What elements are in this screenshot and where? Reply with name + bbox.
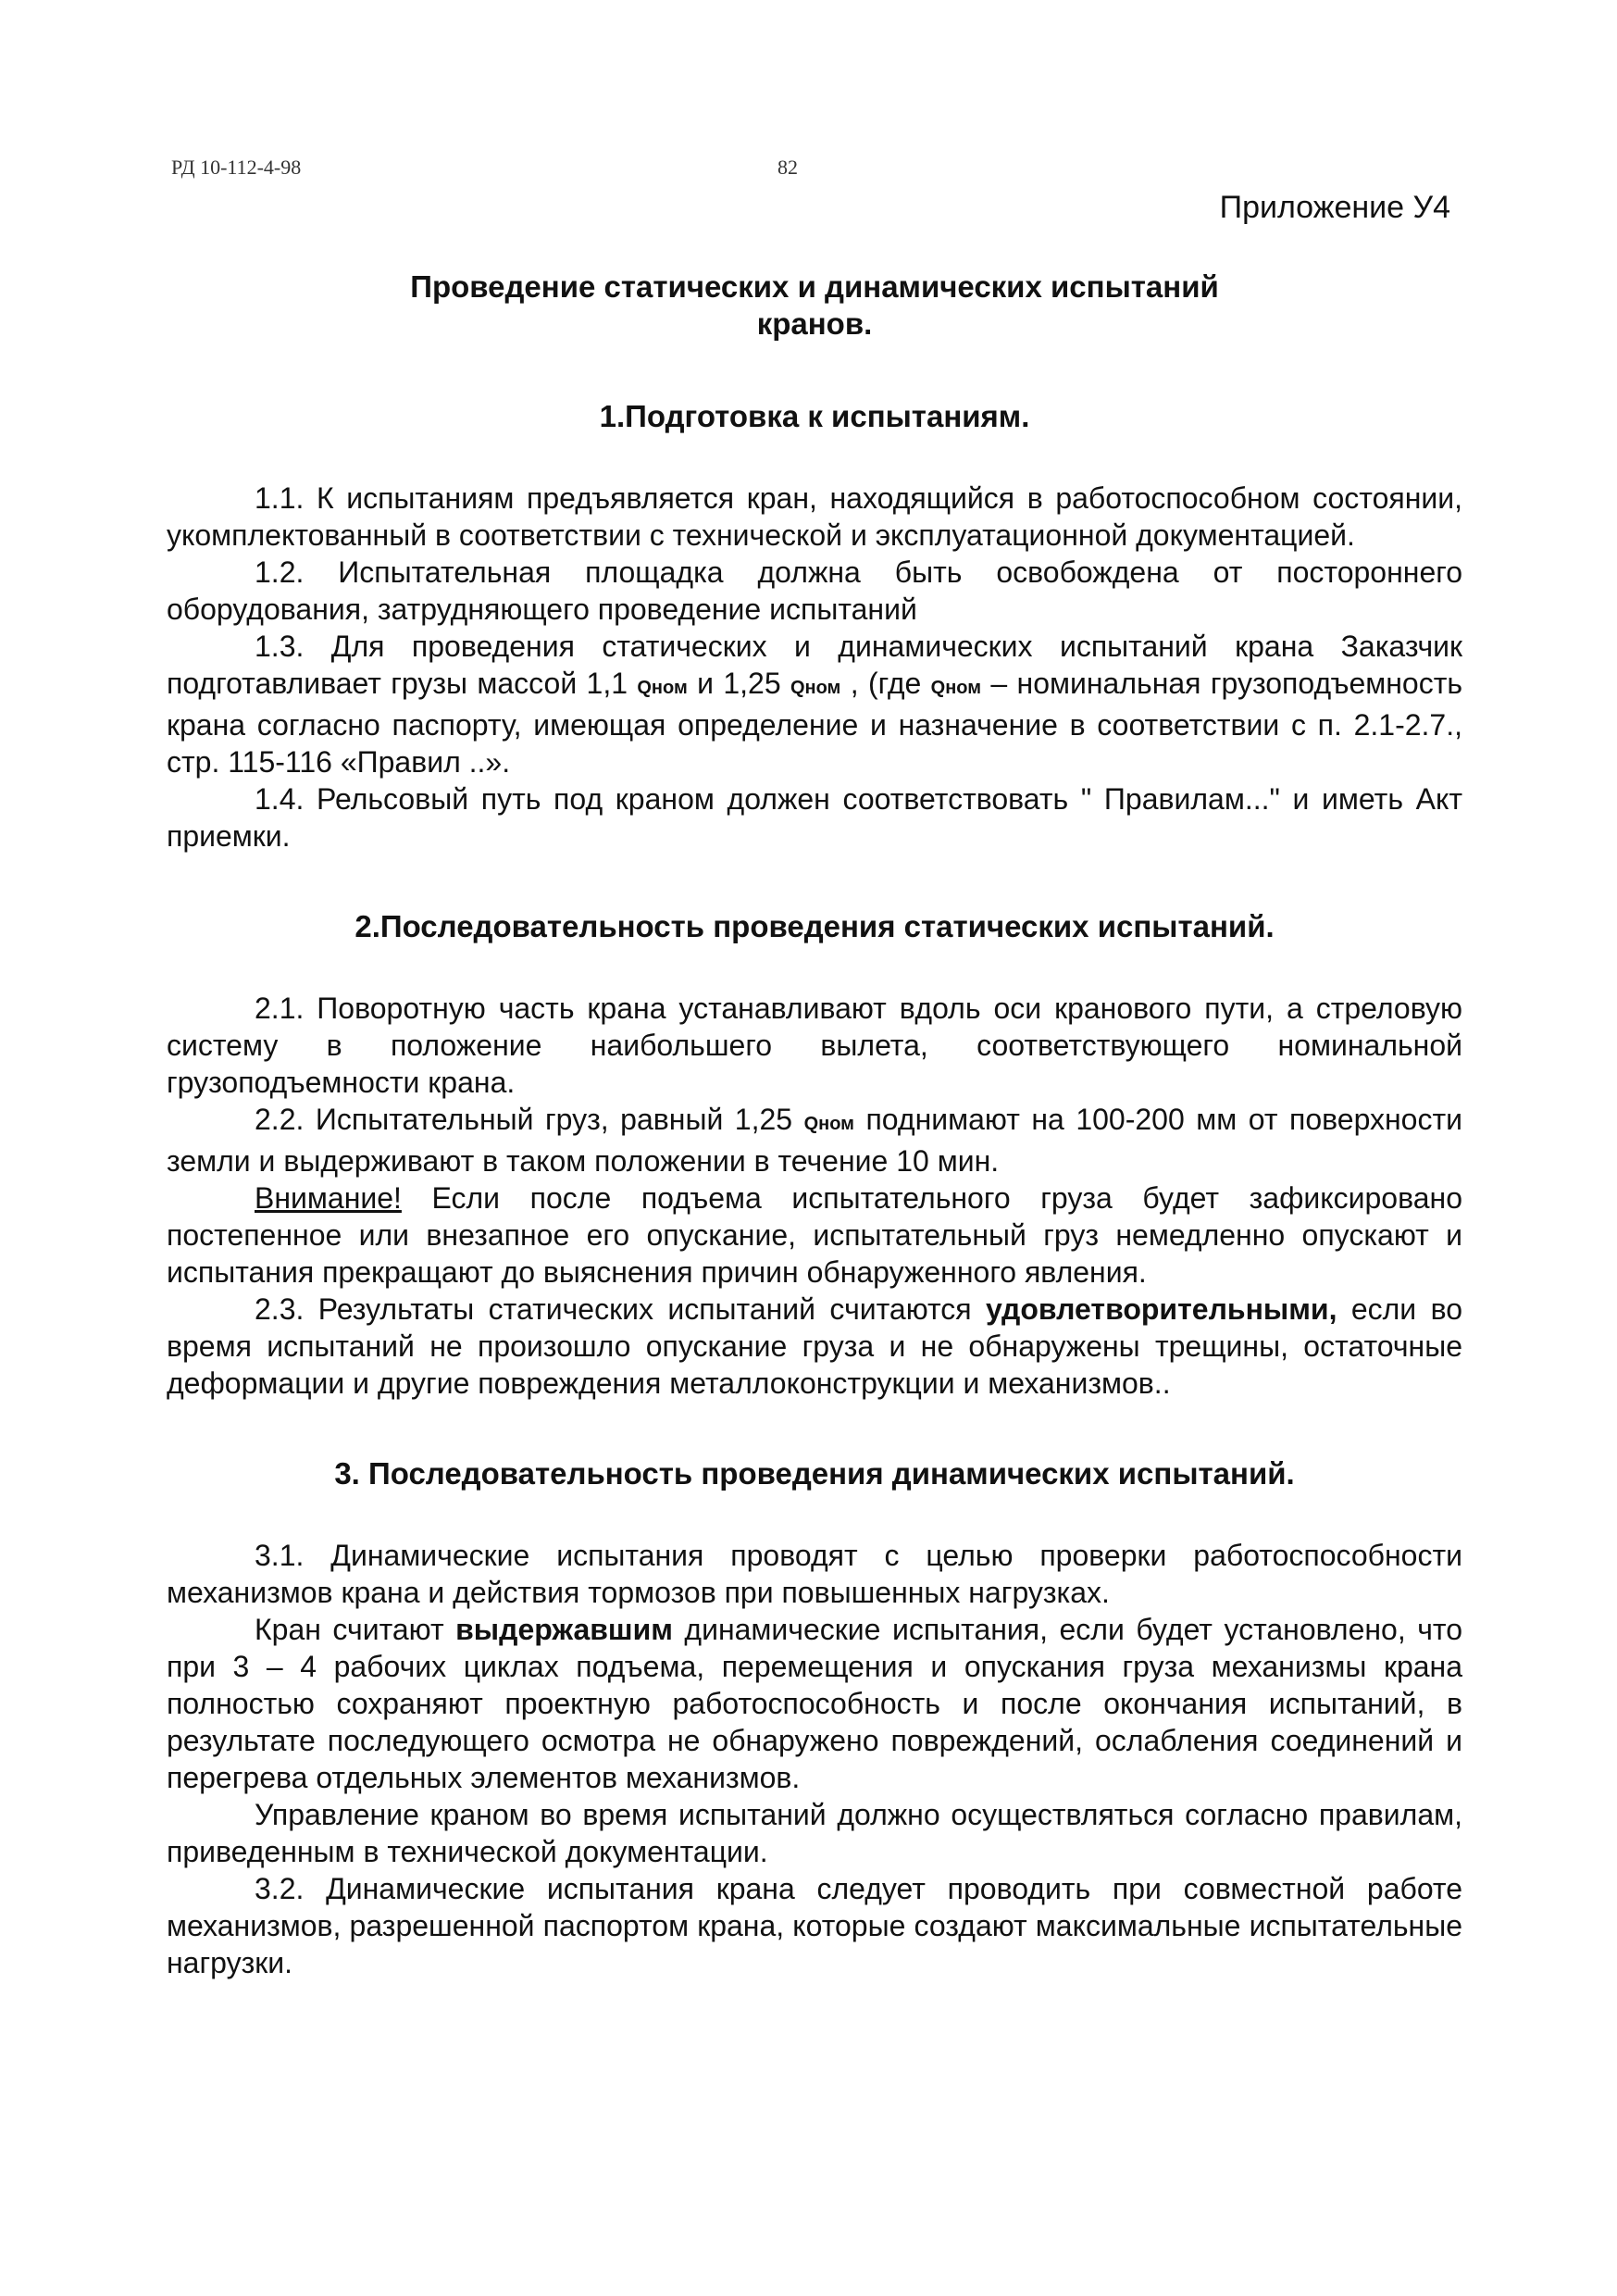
section-3-heading: 3. Последовательность проведения динамических испытаний. [334, 1456, 1295, 1491]
satisfactory-emphasis: удовлетворительными, [986, 1292, 1337, 1326]
paragraph-3-1-criteria-text-b: динамические испытания, если будет установлено, что при 3 – 4 рабочих циклах подъема, перемещения и опускания груза механизмы крана полностью сохраняют проектную работоспособность и после окончания испытаний, в результате последующего осмотра не обнаружено повреждений, ослабления соединений и перегрева отдельных элементов механизмов. [167, 1613, 1462, 1794]
paragraph-1-3-text-d: – номинальная грузоподъемность крана согласно паспорту, имеющая определение и назначение в соответствии с п. 2.1-2.7., стр. 115-116 «Правил ..». [167, 667, 1463, 779]
paragraph-1-2: 1.2. Испытательная площадка должна быть освобождена от постороннего оборудования, затрудняющего проведение испытаний [167, 555, 1462, 626]
paragraph-3-2: 3.2. Динамические испытания крана следует проводить при совместной работе механизмов, разрешенной паспортом крана, которые создают максимальные испытательные нагрузки. [167, 1872, 1462, 1979]
passed-emphasis: выдержавшим [455, 1613, 673, 1646]
document-title-line-2: кранов. [756, 306, 873, 341]
section-2-heading: 2.Последовательность проведения статических испытаний. [354, 909, 1275, 943]
paragraph-3-1: 3.1. Динамические испытания проводят с целью проверки работоспособности механизмов крана и действия тормозов при повышенных нагрузках. [167, 1539, 1462, 1609]
paragraph-1-3-text-b: и 1,25 [687, 667, 790, 700]
attention-label: Внимание! [255, 1181, 402, 1215]
paragraph-2-2-text-a: 2.2. Испытательный груз, равный 1,25 [255, 1103, 804, 1136]
paragraph-2-3 [167, 1291, 1462, 1402]
paragraph-2-1: 2.1. Поворотную часть крана устанавливают вдоль оси кранового пути, а стреловую систему в положение наибольшего вылета, соответствующего номинальной грузоподъемности крана. [167, 992, 1462, 1099]
section-1-heading: 1.Подготовка к испытаниям. [599, 399, 1030, 433]
q-nom-symbol: Qном [637, 678, 688, 698]
appendix-label: Приложение У4 [1219, 190, 1450, 225]
paragraph-1-3-text-a: 1.3. Для проведения статических и динамических испытаний крана Заказчик подготавливает грузы массой 1,1 [167, 630, 1462, 700]
paragraph-3-1-control: Управление краном во время испытаний должно осуществляться согласно правилам, приведенным в технической документации. [167, 1798, 1462, 1868]
document-title [167, 268, 1462, 343]
q-nom-symbol: Qном [803, 1114, 854, 1134]
paragraph-3-1-criteria [167, 1611, 1462, 1796]
paragraph-2-2-text-b: поднимают на 100-200 мм от поверхности земли и выдерживают в таком положении в течение 10 мин. [167, 1103, 1463, 1178]
attention-paragraph [167, 1179, 1462, 1291]
paragraph-1-3 [167, 628, 1462, 780]
page-number: 82 [777, 156, 798, 179]
paragraph-1-1: 1.1. К испытаниям предъявляется кран, находящийся в работоспособном состоянии, укомплектованный в соответствии с технической и эксплуатационной документацией. [167, 481, 1462, 552]
paragraph-2-3-text-b: если во время испытаний не произошло опускание груза и не обнаружены трещины, остаточные деформации и другие повреждения металлоконструкции и механизмов.. [167, 1292, 1463, 1400]
paragraph-2-2 [167, 1101, 1462, 1179]
q-nom-symbol: Qном [930, 678, 982, 698]
paragraph-2-3-text-a: 2.3. Результаты статических испытаний считаются [255, 1292, 987, 1326]
attention-text: Если после подъема испытательного груза будет зафиксировано постепенное или внезапное его опускание, испытательный груз немедленно опускают и испытания прекращают до выяснения причин обнаруженного явления. [167, 1181, 1462, 1289]
paragraph-1-3-text-c: , (где [840, 667, 931, 700]
document-body [167, 268, 1462, 1981]
paragraph-1-4: 1.4. Рельсовый путь под краном должен соответствовать " Правилам..." и иметь Акт приемки. [167, 782, 1462, 853]
document-code: РД 10-112-4-98 [171, 156, 302, 179]
paragraph-3-1-criteria-text-a: Кран считают [255, 1613, 456, 1646]
q-nom-symbol: Qном [790, 678, 841, 698]
document-title-line-1: Проведение статических и динамических испытаний [410, 269, 1219, 304]
